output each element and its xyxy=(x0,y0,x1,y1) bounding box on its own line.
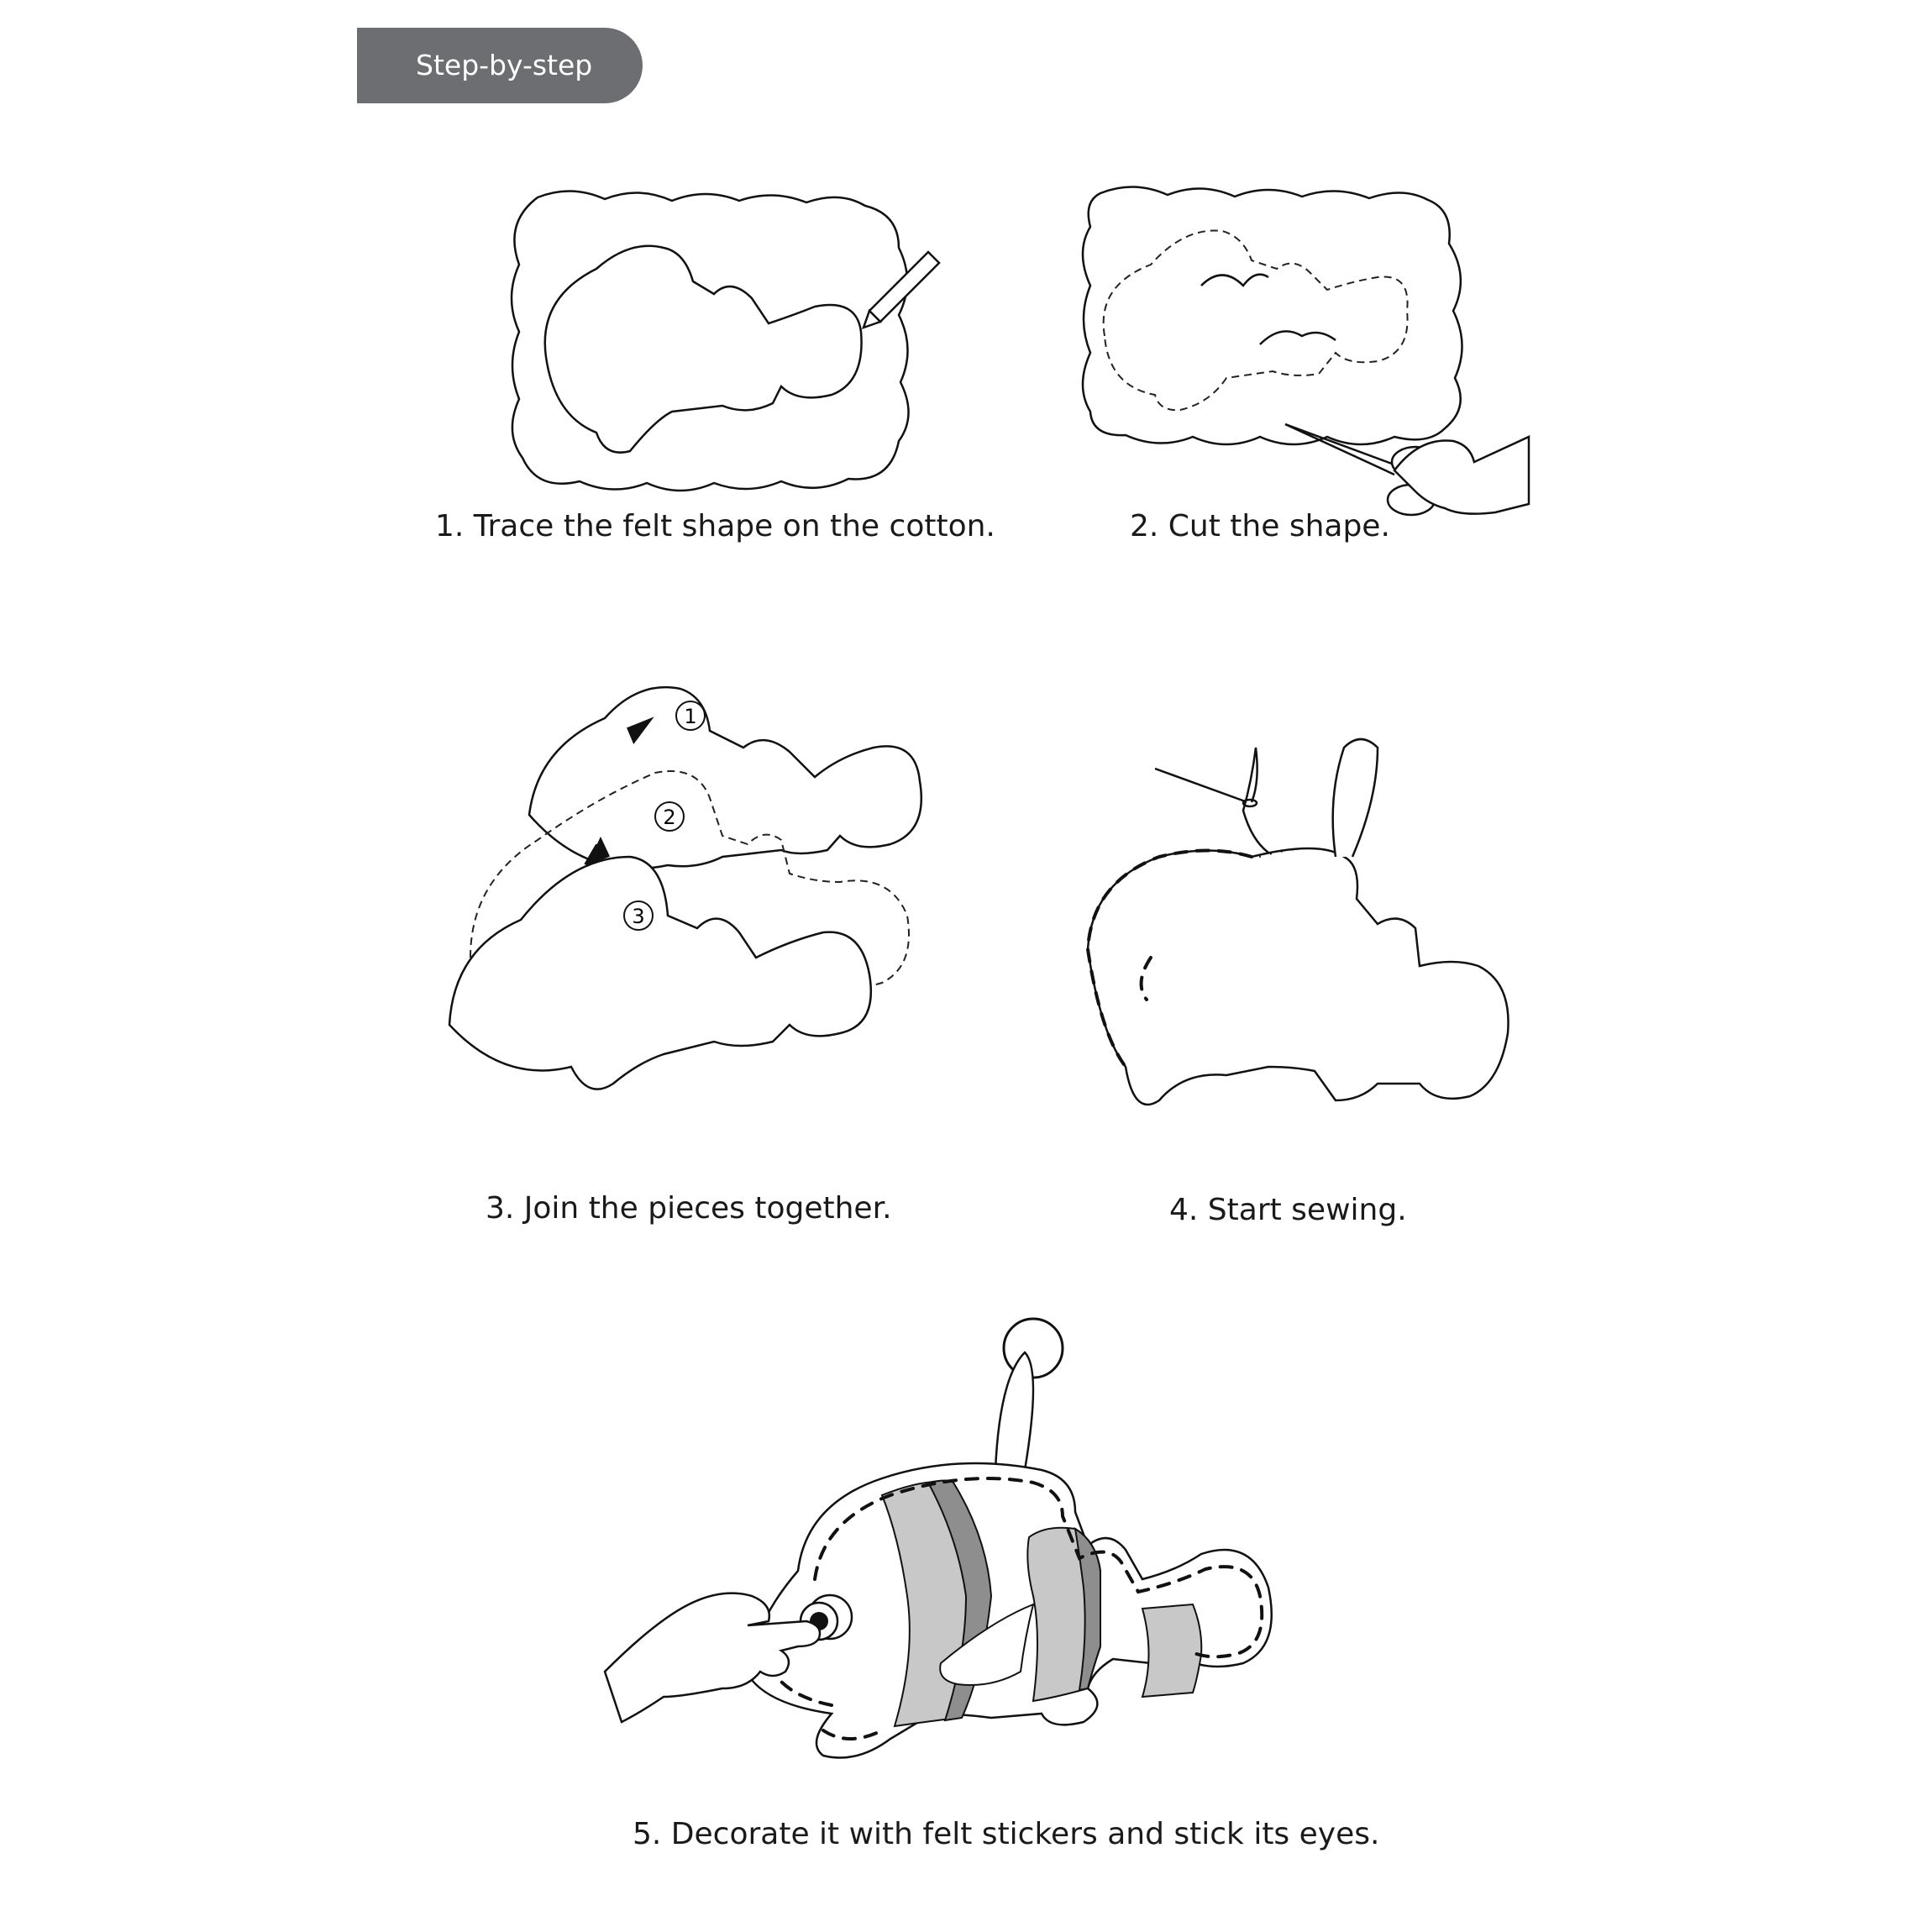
section-tab-label: Step-by-step xyxy=(416,49,593,81)
step5-caption: 5. Decorate it with felt stickers and stick its eyes. xyxy=(633,1817,1380,1851)
step3-illustration xyxy=(445,630,1016,1168)
felt-piece-3 xyxy=(449,857,871,1089)
step3-caption: 3. Join the pieces together. xyxy=(486,1191,892,1226)
step5-illustration xyxy=(605,1319,1294,1789)
felt-fish-body xyxy=(1088,848,1509,1105)
step2-caption: 2. Cut the shape. xyxy=(1130,509,1390,543)
svg-text:3: 3 xyxy=(632,905,645,928)
marker-2 xyxy=(655,802,684,831)
step4-caption: 4. Start sewing. xyxy=(1169,1193,1407,1227)
felt-piece-1 xyxy=(529,687,921,869)
cotton-sheet xyxy=(1083,186,1462,444)
hanging-strap xyxy=(995,1352,1033,1470)
step4-illustration xyxy=(1084,731,1537,1151)
section-tab xyxy=(357,28,643,103)
marker-3 xyxy=(624,901,653,930)
svg-text:2: 2 xyxy=(663,806,676,829)
svg-text:1: 1 xyxy=(684,705,697,728)
step2-illustration xyxy=(1075,185,1529,521)
step1-caption: 1. Trace the felt shape on the cotton. xyxy=(435,509,995,543)
stripe-3 xyxy=(1142,1604,1201,1697)
needle-icon xyxy=(1155,769,1257,806)
step1-illustration xyxy=(504,189,941,500)
hanging-loop xyxy=(1333,739,1378,857)
marker-1 xyxy=(676,701,705,730)
